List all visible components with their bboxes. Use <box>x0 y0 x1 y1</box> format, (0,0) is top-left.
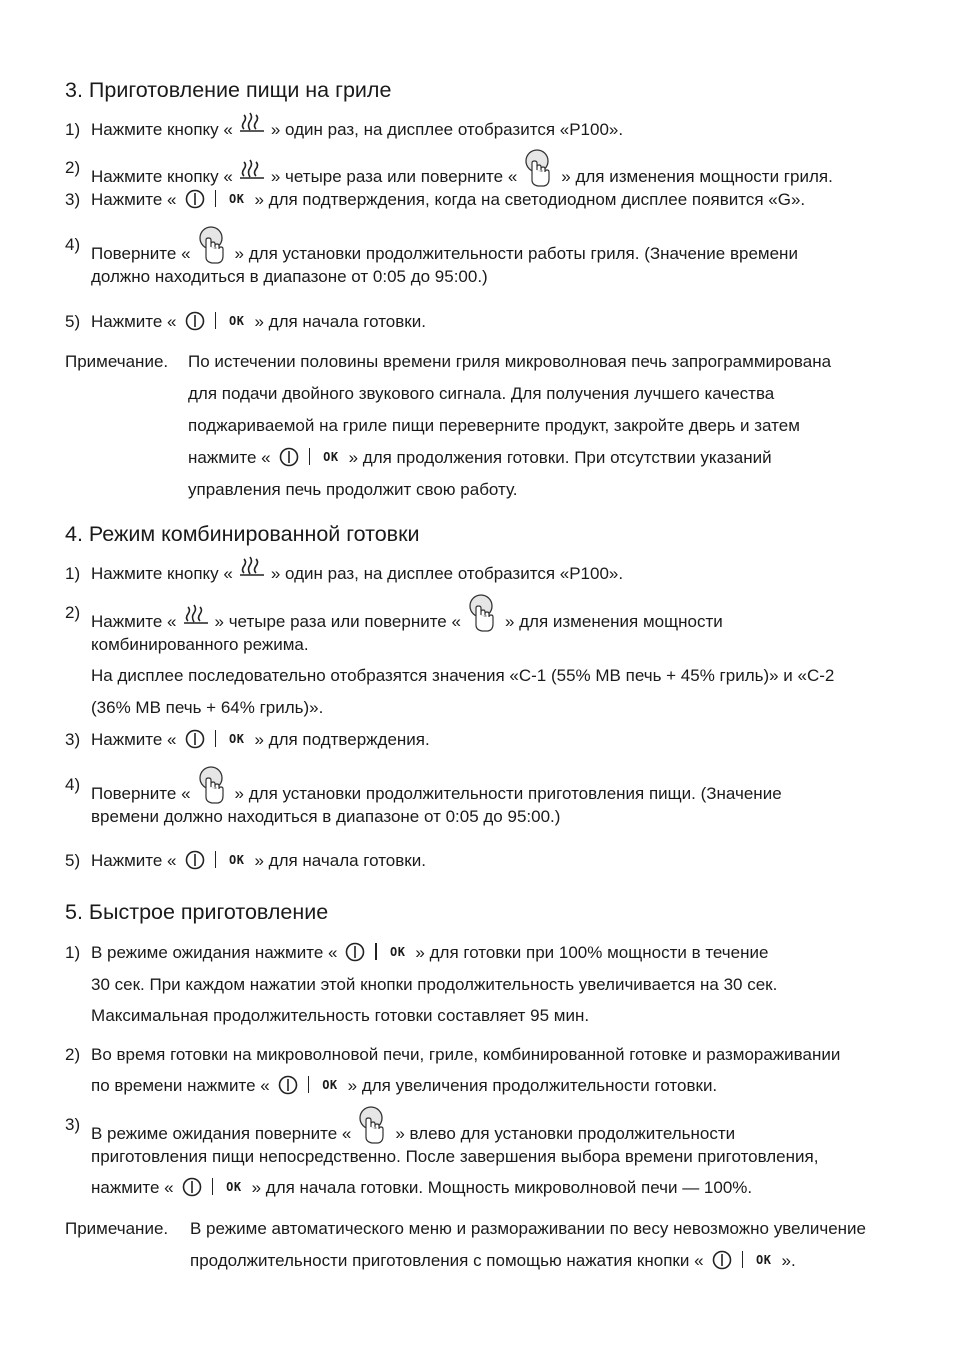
start-ok-button-icon <box>185 723 247 755</box>
step-number: 4) <box>65 235 81 254</box>
power-icon <box>185 729 205 749</box>
step-text: Нажмите кнопку « » один раз, на дисплее отобразится «P100». <box>91 558 623 591</box>
step-text: Во время готовки на микроволновой печи, гриле, комбинированной готовке и размораживании <box>91 1045 841 1064</box>
separator <box>308 1076 310 1093</box>
note-text: продолжительности приготовления с помощью нажатия кнопки « OK ». <box>190 1245 796 1278</box>
ok-icon: OK <box>323 449 339 464</box>
start-ok-button-icon <box>185 305 247 337</box>
separator <box>375 943 377 960</box>
step-text: Нажмите « OK » для начала готовки. <box>91 845 426 878</box>
step-text: В режиме ожидания нажмите « OK » для готовки при 100% мощности в течение <box>91 937 768 970</box>
separator <box>212 1178 214 1195</box>
note-label: Примечание. <box>65 1219 169 1238</box>
start-ok-button-icon <box>185 844 247 876</box>
note-text: нажмите « OK » для продолжения готовки. При отсутствии указаний <box>188 442 772 475</box>
ok-icon: OK <box>389 944 406 959</box>
step-text-cont: по времени нажмите « OK » для увеличения продолжительности готовки. <box>91 1070 717 1103</box>
section-4-heading: 4. Режим комбинированной готовки <box>65 522 420 546</box>
step-number: 1) <box>65 564 81 583</box>
ok-icon: OK <box>229 313 245 328</box>
section-3-heading: 3. Приготовление пищи на гриле <box>65 78 392 102</box>
step-text: Нажмите кнопку « » четыре раза или поверните « » для изменения мощности гриля. <box>91 152 833 203</box>
step-number: 1) <box>65 120 81 139</box>
step-text-cont: должно находиться в диапазоне от 0:05 до 95:00.) <box>91 267 488 286</box>
step-text: В режиме ожидания поверните « » влево для установки продолжительности <box>91 1109 735 1160</box>
separator <box>742 1251 744 1268</box>
note-text: для подачи двойного звукового сигнала. Для получения лучшего качества <box>188 384 775 403</box>
step-number: 2) <box>65 158 81 177</box>
step-number: 5) <box>65 851 81 870</box>
ok-icon: OK <box>756 1252 772 1267</box>
ok-icon: OK <box>229 731 245 746</box>
ok-icon: OK <box>229 852 245 867</box>
grill-icon <box>239 114 265 147</box>
separator <box>215 190 217 207</box>
ok-icon: OK <box>226 1179 242 1194</box>
step-text-cont: Максимальная продолжительность готовки составляет 95 мин. <box>91 1006 590 1025</box>
step-text-cont: приготовления пищи непосредственно. После завершения выбора времени приготовления, <box>91 1147 819 1166</box>
power-icon <box>278 1075 298 1095</box>
knob-icon <box>467 597 499 648</box>
step-text: Нажмите « OK » для подтверждения. <box>91 724 430 757</box>
step-text: Нажмите кнопку « » один раз, на дисплее отобразится «P100». <box>91 114 623 147</box>
note-text: поджариваемой на гриле пищи переверните продукт, закройте дверь и затем <box>188 416 800 435</box>
step-text-cont: (36% МВ печь + 64% гриль)». <box>91 698 324 717</box>
power-icon <box>182 1177 202 1197</box>
power-icon <box>185 311 205 331</box>
step-number: 3) <box>65 730 81 749</box>
step-text: Нажмите « OK » для подтверждения, когда на светодиодном дисплее появится «G». <box>91 184 805 217</box>
power-icon <box>712 1250 732 1270</box>
note-text: В режиме автоматического меню и размораживании по весу невозможно увеличение <box>190 1219 867 1238</box>
start-ok-button-icon <box>182 1171 244 1203</box>
ok-icon: OK <box>322 1077 338 1092</box>
step-text: Нажмите « » четыре раза или поверните « » для изменения мощности <box>91 597 723 648</box>
note-label: Примечание. <box>65 352 169 371</box>
step-text-cont: нажмите « OK » для начала готовки. Мощность микроволновой печи — 100%. <box>91 1172 752 1205</box>
power-icon <box>185 189 205 209</box>
start-ok-button-icon <box>345 936 407 968</box>
separator <box>215 851 217 868</box>
ok-icon: OK <box>229 191 245 206</box>
power-icon <box>345 942 365 962</box>
step-number: 3) <box>65 190 81 209</box>
step-text: Нажмите « OK » для начала готовки. <box>91 306 426 339</box>
separator <box>309 448 311 465</box>
start-ok-button-icon <box>712 1244 774 1276</box>
power-icon <box>279 447 299 467</box>
step-number: 4) <box>65 775 81 794</box>
step-number: 1) <box>65 943 81 962</box>
step-number: 2) <box>65 1045 81 1064</box>
step-number: 2) <box>65 603 81 622</box>
section-5-heading: 5. Быстрое приготовление <box>65 900 329 924</box>
step-number: 3) <box>65 1115 81 1134</box>
step-text: Поверните « » для установки продолжительности работы гриля. (Значение времени <box>91 229 798 280</box>
step-number: 5) <box>65 312 81 331</box>
separator <box>215 730 217 747</box>
step-text: Поверните « » для установки продолжительности приготовления пищи. (Значение <box>91 769 782 820</box>
note-text: управления печь продолжит свою работу. <box>188 480 518 499</box>
start-ok-button-icon <box>278 1069 340 1101</box>
start-ok-button-icon <box>185 183 247 215</box>
step-text-cont: На дисплее последовательно отобразятся значения «C-1 (55% МВ печь + 45% гриль)» и «C-2 <box>91 666 835 685</box>
step-text-cont: 30 сек. При каждом нажатии этой кнопки продолжительность увеличивается на 30 сек. <box>91 975 778 994</box>
separator <box>215 312 217 329</box>
power-icon <box>185 850 205 870</box>
grill-icon <box>239 558 265 591</box>
step-text-cont: времени должно находиться в диапазоне от 0:05 до 95:00.) <box>91 807 561 826</box>
start-ok-button-icon <box>279 441 341 473</box>
step-text-cont: комбинированного режима. <box>91 635 309 654</box>
note-text: По истечении половины времени гриля микроволновая печь запрограммирована <box>188 352 832 371</box>
